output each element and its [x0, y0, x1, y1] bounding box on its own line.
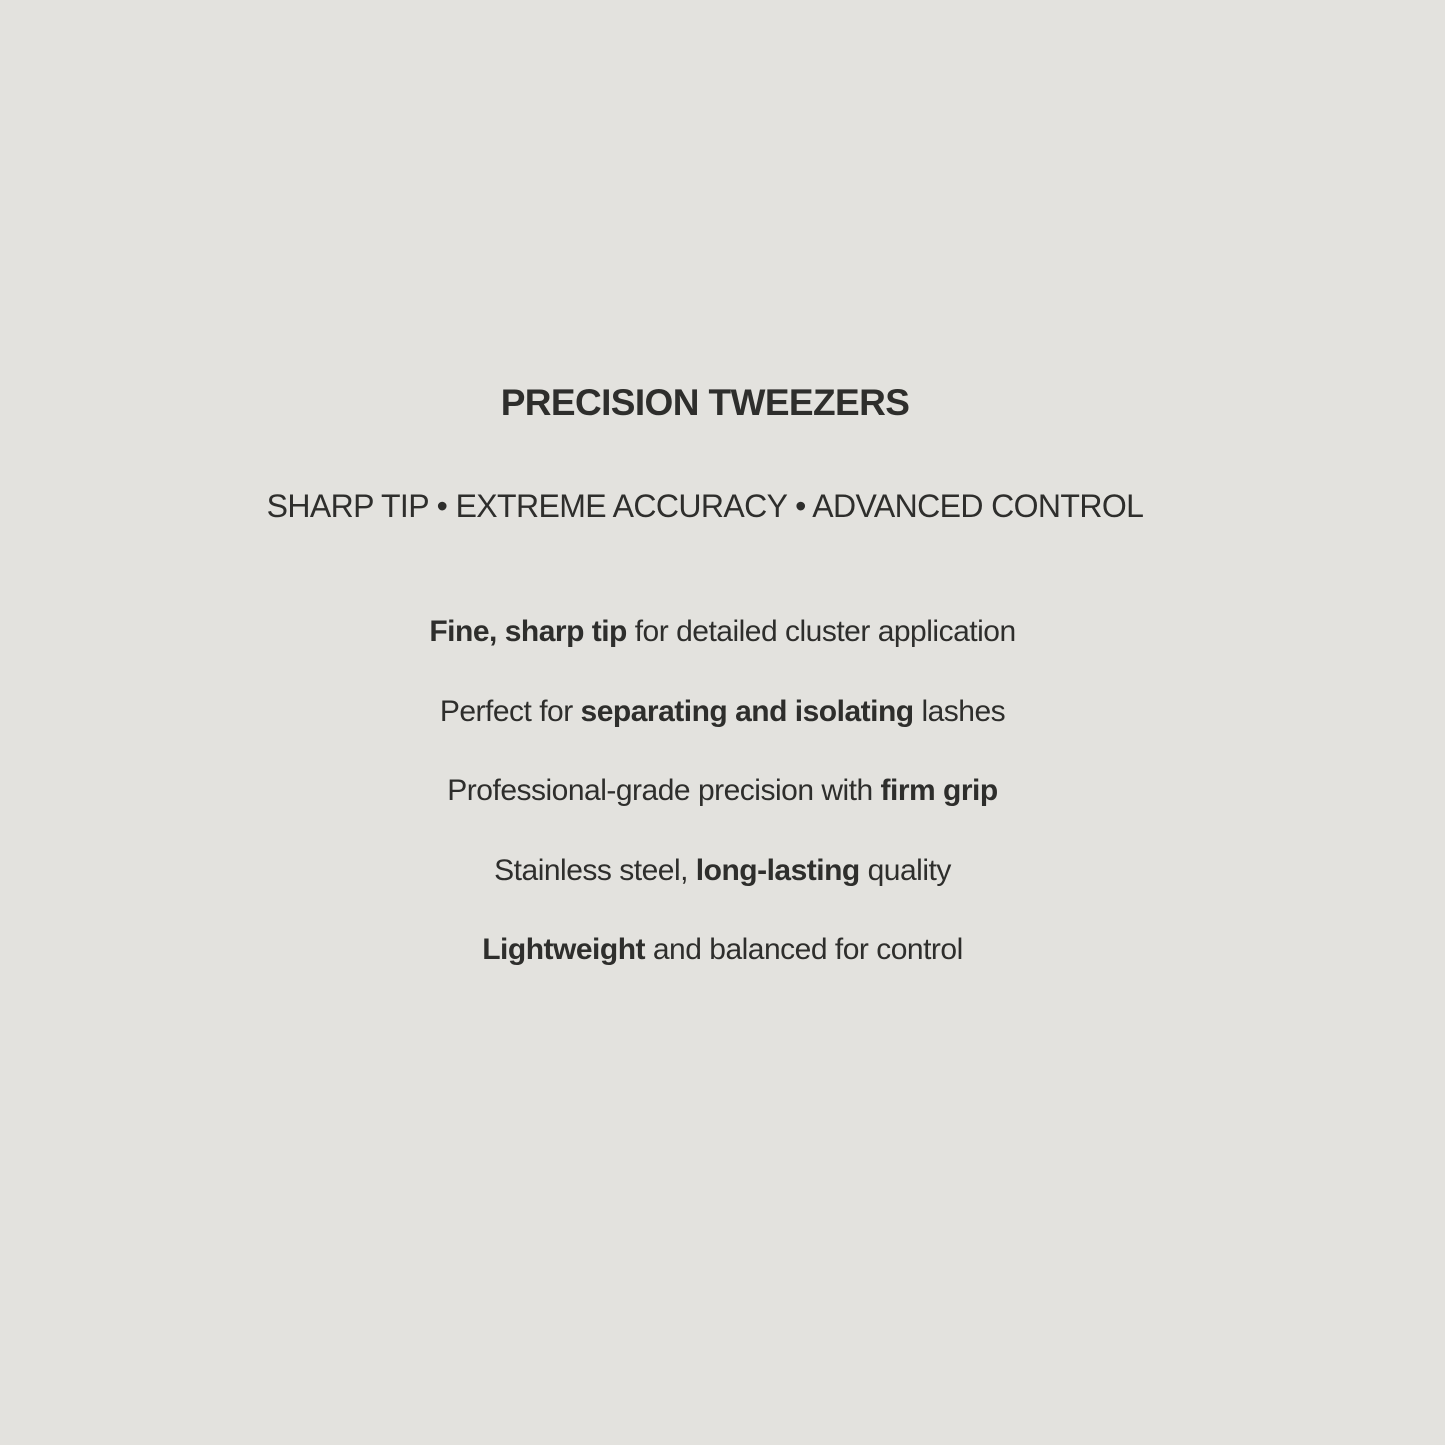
feature-text-post: quality — [859, 853, 951, 887]
feature-text-bold: Fine, sharp tip — [429, 615, 627, 648]
product-title: PRECISION TWEEZERS — [500, 381, 910, 423]
feature-text-pre: Perfect for — [439, 694, 581, 728]
feature-item — [0, 929, 1445, 971]
feature-item — [0, 611, 1445, 653]
product-tagline: SHARP TIP • EXTREME ACCURACY • ADVANCED CONTROL — [266, 488, 1144, 524]
feature-list — [0, 611, 1445, 1009]
feature-item — [0, 770, 1445, 812]
feature-text-bold: firm grip — [880, 774, 998, 807]
feature-text-bold: Lightweight — [482, 933, 646, 966]
feature-text-post: lashes — [913, 694, 1006, 728]
feature-item — [0, 691, 1445, 733]
feature-item — [0, 850, 1445, 892]
feature-text-bold: separating and isolating — [580, 694, 914, 728]
feature-text-pre: Professional-grade precision with — [447, 774, 881, 807]
feature-text-pre: Stainless steel, — [494, 853, 696, 887]
feature-text-bold: long-lasting — [695, 853, 860, 887]
feature-text-post: for detailed cluster application — [626, 615, 1016, 648]
feature-text-post: and balanced for control — [645, 933, 963, 966]
